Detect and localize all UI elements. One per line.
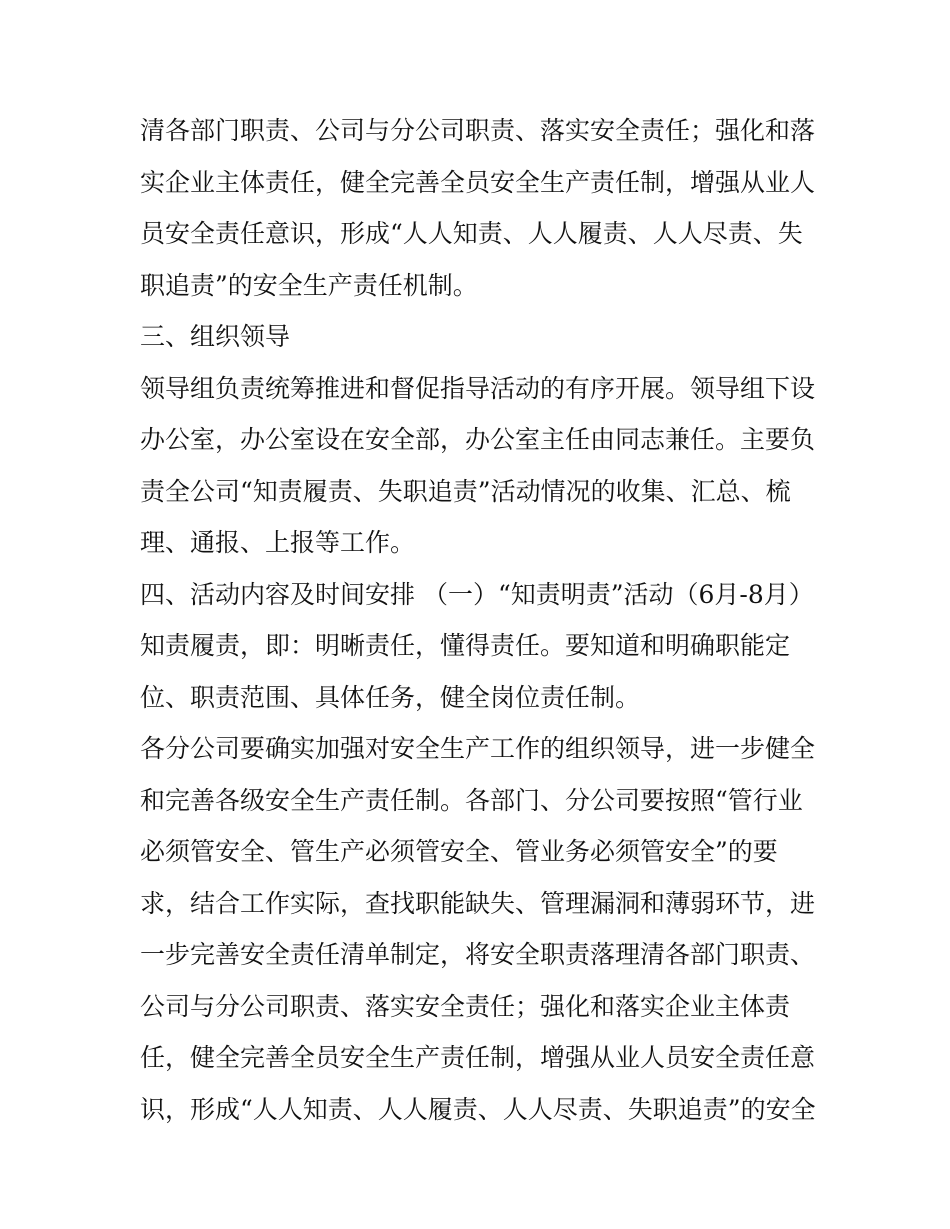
text-line: 知责履责，即：明晰责任，懂得责任。要知道和明确职能定 — [140, 631, 791, 660]
text-line: 任，健全完善全员安全生产责任制，增强从业人员安全责任意 — [140, 1043, 816, 1072]
text-line: 清各部门职责、公司与分公司职责、落实安全责任；强化和落 — [140, 116, 816, 145]
section-heading: 四、活动内容及时间安排 （一）“知责明责”活动（6月-8月） — [140, 579, 814, 609]
text-line: 必须管安全、管生产必须管安全、管业务必须管安全”的要 — [140, 837, 778, 866]
text-line: 责全公司“知责履责、失职追责”活动情况的收集、汇总、梳 — [140, 476, 791, 506]
text-line: 识，形成“人人知责、人人履责、人人尽责、失职追责”的安全 — [140, 1094, 816, 1124]
text-line: 员安全责任意识，形成“人人知责、人人履责、人人尽责、失 — [140, 219, 803, 248]
document-body — [140, 105, 820, 1135]
text-line: 领导组负责统筹推进和督促指导活动的有序开展。领导组下设 — [140, 373, 816, 403]
text-line: 一步完善安全责任清单制定，将安全职责落理清各部门职责、 — [140, 940, 816, 969]
text-line: 理、通报、上报等工作。 — [140, 528, 416, 557]
text-line: 各分公司要确实加强对安全生产工作的组织领导，进一步健全 — [140, 734, 816, 763]
text-line: 实企业主体责任，健全完善全员安全生产责任制，增强从业人 — [140, 167, 816, 197]
section-heading: 三、组织领导 — [140, 322, 291, 351]
text-line: 和完善各级安全生产责任制。各部门、分公司要按照“管行业 — [140, 785, 803, 815]
text-line: 公司与分公司职责、落实安全责任；强化和落实企业主体责 — [140, 991, 791, 1021]
text-line: 求，结合工作实际，查找职能缺失、管理漏洞和薄弱环节，进 — [140, 888, 816, 918]
text-line: 位、职责范围、具体任务，健全岗位责任制。 — [140, 682, 641, 712]
text-line: 职追责”的安全生产责任机制。 — [140, 270, 478, 300]
text-line: 办公室，办公室设在安全部，办公室主任由同志兼任。主要负 — [140, 425, 816, 454]
